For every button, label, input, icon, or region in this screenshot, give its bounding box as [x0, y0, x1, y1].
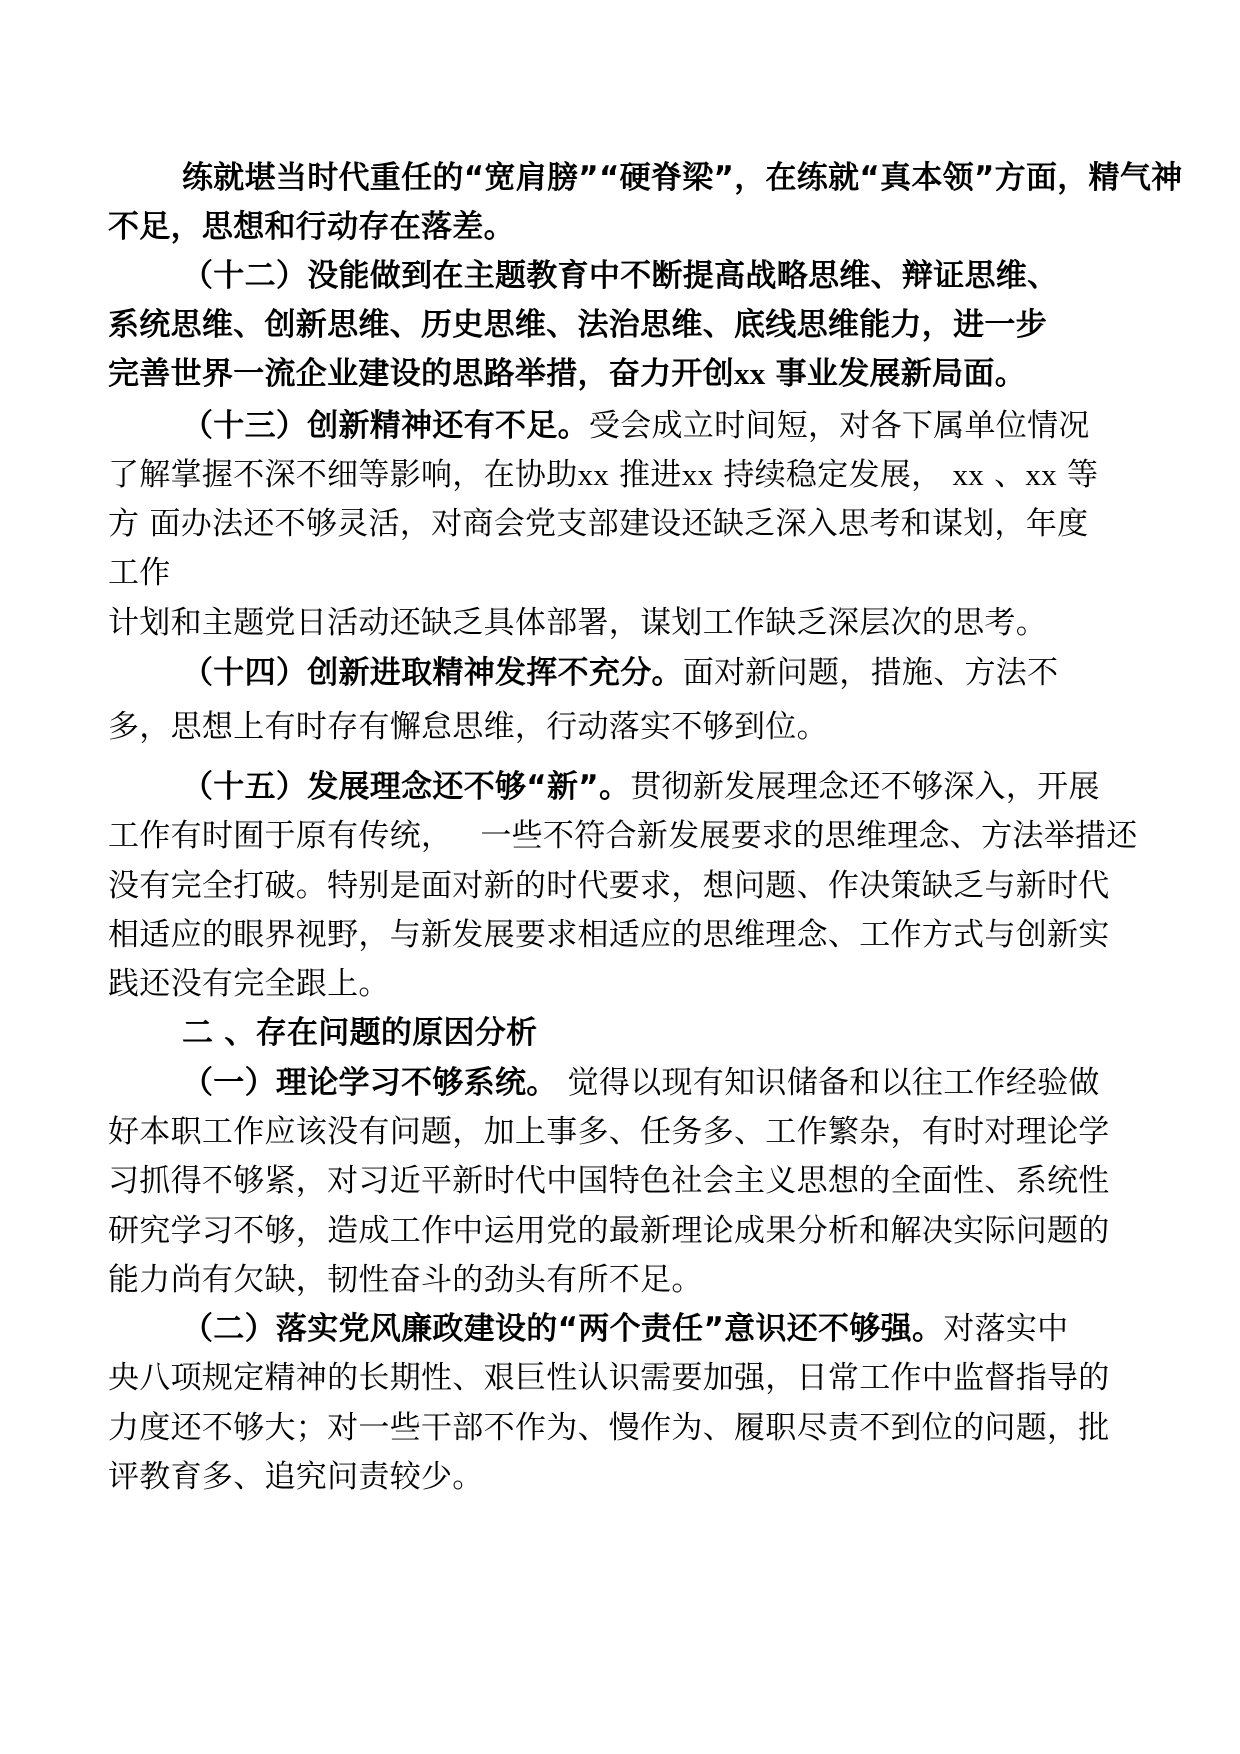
- paragraph-line: [108, 305, 1047, 345]
- paragraph-line: [182, 158, 1182, 198]
- placeholder-xx: xx: [734, 356, 766, 391]
- text-run: 完善世界一流企业建设的思路举措，奋力开创: [108, 356, 734, 392]
- paragraph-line: [108, 915, 1110, 955]
- placeholder-xx: xx: [1025, 457, 1057, 492]
- paragraph-heading: （十五）发展理念还不够“新”。: [182, 769, 631, 805]
- text-run: 方 面办法还不够灵活，对商会党支部建设还缺乏深入思考和谋划，年度: [108, 506, 1089, 542]
- paragraph-line: [182, 653, 1058, 693]
- text-run: 事业发展新局面。: [775, 356, 1027, 392]
- paragraph-line: [108, 1161, 1110, 1201]
- paragraph-line: [108, 455, 1098, 495]
- text-run: 工作有时囿于原有传统，: [108, 818, 453, 854]
- placeholder-xx: xx: [681, 457, 714, 492]
- text-run: 研究学习不够，造成工作中运用党的最新理论成果分析和解决实际问题的: [108, 1213, 1110, 1249]
- placeholder-xx: xx: [577, 457, 610, 492]
- paragraph-line: [108, 1112, 1110, 1152]
- text-run: 相适应的眼界视野，与新发展要求相适应的思维理念、工作方式与创新实: [108, 917, 1110, 953]
- paragraph-line: [108, 1457, 484, 1497]
- text-run: 练就堪当时代重任的“宽肩膀”“硬脊梁”，在练就“真本领”方面，精气神: [182, 160, 1183, 196]
- text-run: 对落实中: [943, 1311, 1069, 1347]
- text-run: 觉得以现有知识储备和以往工作经验做: [567, 1065, 1100, 1101]
- text-run: 一些不符合新发展要求的思维理念、方法举措还: [480, 818, 1138, 854]
- text-run: 工作: [108, 555, 171, 591]
- paragraph-line: [108, 1408, 1110, 1448]
- text-run: 不足，思想和行动存在落差。: [108, 209, 515, 245]
- paragraph-heading: （一）理论学习不够系统。: [182, 1065, 558, 1101]
- text-run: 多，思想上有时存有懈怠思维，行动落实不够到位。: [108, 709, 828, 745]
- paragraph-line: [182, 1309, 1068, 1349]
- paragraph-line: [182, 767, 1100, 807]
- paragraph-line: [108, 1358, 1110, 1398]
- paragraph-line: [182, 1063, 1100, 1103]
- text-run: 受会成立时间短，对各下属单位情况: [588, 408, 1090, 444]
- paragraph-line: [108, 866, 1110, 906]
- paragraph-line: [108, 707, 828, 747]
- paragraph-line: [182, 406, 1090, 446]
- text-run: 没有完全打破。特别是面对新的时代要求，想问题、作决策缺乏与新时代: [108, 868, 1110, 904]
- text-run: 面对新问题，措施、方法不: [682, 655, 1059, 691]
- paragraph-line: [108, 504, 1088, 544]
- text-run: 二 、存在问题的原因分析: [182, 1015, 538, 1051]
- paragraph-line: [182, 256, 1058, 296]
- section-title: [182, 1013, 537, 1053]
- paragraph-heading: （十三）创新精神还有不足。: [182, 408, 589, 444]
- text-run: 了解掌握不深不细等影响，在协助: [108, 457, 578, 493]
- text-run: 力度还不够大；对一些干部不作为、慢作为、履职尽责不到位的问题，批: [108, 1410, 1110, 1446]
- text-run: （十二）没能做到在主题教育中不断提高战略思维、辩证思维、: [182, 258, 1059, 294]
- text-run: 践还没有完全跟上。: [108, 966, 390, 1002]
- text-run: 好本职工作应该没有问题，加上事多、任务多、工作繁杂，有时对理论学: [108, 1114, 1110, 1150]
- text-run: 央八项规定精神的长期性、艰巨性认识需要加强，日常工作中监督指导的: [108, 1360, 1110, 1396]
- text-run: 计划和主题党日活动还缺乏具体部署，谋划工作缺乏深层次的思考。: [108, 605, 1047, 641]
- paragraph-line: [108, 964, 390, 1004]
- text-run: 评教育多、追究问责较少。: [108, 1459, 484, 1495]
- placeholder-xx: xx: [952, 457, 985, 492]
- text-run: 推进: [619, 457, 682, 493]
- text-run: 贯彻新发展理念还不够深入，开展: [630, 769, 1100, 805]
- paragraph-line: [108, 603, 1047, 643]
- paragraph-heading: （二）落实党风廉政建设的“两个责任”意识还不够强。: [182, 1311, 944, 1347]
- text-run: 系统思维、创新思维、历史思维、法治思维、底线思维能力，进一步: [108, 307, 1047, 343]
- paragraph-line: [108, 816, 1138, 856]
- text-run: 持续稳定发展，: [723, 457, 943, 493]
- text-run: 、: [994, 457, 1026, 493]
- paragraph-line: [108, 553, 171, 593]
- text-run: 能力尚有欠缺，韧性奋斗的劲头有所不足。: [108, 1262, 703, 1298]
- text-run: 习抓得不够紧，对习近平新时代中国特色社会主义思想的全面性、系统性: [108, 1163, 1110, 1199]
- paragraph-line: [108, 1260, 703, 1300]
- paragraph-heading: （十四）创新进取精神发挥不充分。: [182, 655, 683, 691]
- paragraph-line: [108, 354, 1026, 394]
- paragraph-line: [108, 207, 515, 247]
- paragraph-line: [108, 1211, 1110, 1251]
- text-run: 等: [1066, 457, 1099, 493]
